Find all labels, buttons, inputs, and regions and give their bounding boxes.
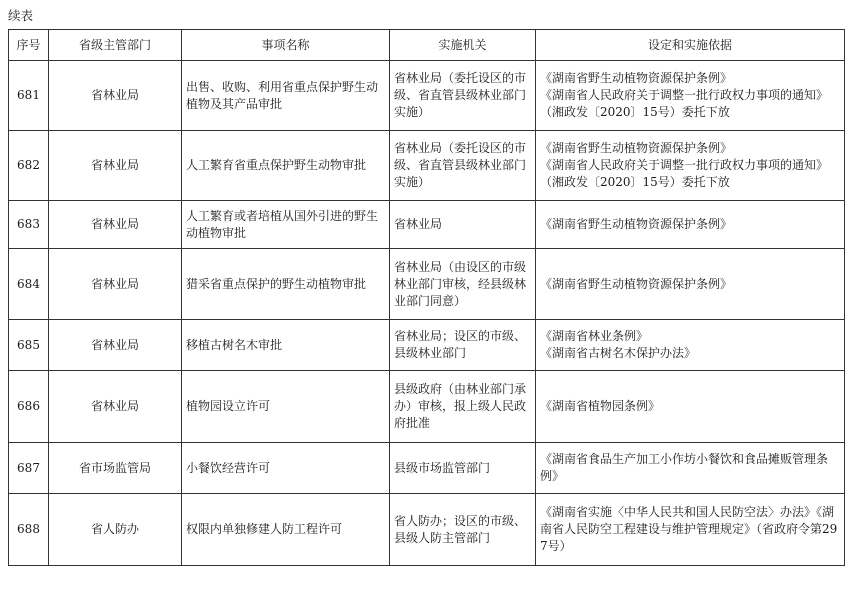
row-item: 权限内单独修建人防工程许可 (182, 494, 390, 566)
basis-line: 《湖南省野生动植物资源保护条例》 (540, 217, 733, 231)
header-item: 事项名称 (182, 30, 390, 61)
basis-line: 《湖南省野生动植物资源保护条例》 (540, 141, 733, 155)
row-dept: 省林业局 (49, 61, 182, 131)
row-item: 人工繁育或者培植从国外引进的野生动植物审批 (182, 201, 390, 249)
row-dept: 省林业局 (49, 201, 182, 249)
basis-line: 《湖南省人民政府关于调整一批行政权力事项的通知》（湘政发〔2020〕15号）委托下放 (540, 158, 829, 189)
row-basis (536, 494, 845, 566)
basis-line: 《湖南省林业条例》 (540, 329, 649, 343)
row-basis (536, 249, 845, 320)
row-no: 685 (9, 320, 49, 371)
row-agency: 省人防办；设区的市级、县级人防主管部门 (390, 494, 536, 566)
row-basis (536, 443, 845, 494)
row-item: 移植古树名木审批 (182, 320, 390, 371)
row-no: 688 (9, 494, 49, 566)
row-agency: 县级政府（由林业部门承办）审核，报上级人民政府批准 (390, 371, 536, 443)
row-dept: 省市场监管局 (49, 443, 182, 494)
row-agency: 县级市场监管部门 (390, 443, 536, 494)
header-no: 序号 (9, 30, 49, 61)
row-basis (536, 320, 845, 371)
table-row (9, 131, 845, 201)
row-basis (536, 201, 845, 249)
data-table (8, 29, 845, 566)
header-basis: 设定和实施依据 (536, 30, 845, 61)
row-item: 小餐饮经营许可 (182, 443, 390, 494)
basis-line: 《湖南省野生动植物资源保护条例》 (540, 71, 733, 85)
table-row (9, 443, 845, 494)
row-item: 植物园设立许可 (182, 371, 390, 443)
row-item: 人工繁育省重点保护野生动物审批 (182, 131, 390, 201)
row-item: 猎采省重点保护的野生动植物审批 (182, 249, 390, 320)
row-agency: 省林业局（由设区的市级林业部门审核，经县级林业部门同意） (390, 249, 536, 320)
table-row (9, 61, 845, 131)
row-no: 681 (9, 61, 49, 131)
row-dept: 省林业局 (49, 249, 182, 320)
row-basis (536, 61, 845, 131)
table-row (9, 320, 845, 371)
row-item: 出售、收购、利用省重点保护野生动植物及其产品审批 (182, 61, 390, 131)
basis-line: 《湖南省食品生产加工小作坊小餐饮和食品摊贩管理条例》 (540, 452, 829, 483)
basis-line: 《湖南省植物园条例》 (540, 399, 661, 413)
row-no: 682 (9, 131, 49, 201)
row-agency: 省林业局 (390, 201, 536, 249)
row-basis (536, 371, 845, 443)
row-agency: 省林业局（委托设区的市级、省直管县级林业部门实施） (390, 131, 536, 201)
header-dept: 省级主管部门 (49, 30, 182, 61)
row-dept: 省林业局 (49, 371, 182, 443)
basis-line: 《湖南省野生动植物资源保护条例》 (540, 276, 733, 291)
row-basis (536, 131, 845, 201)
row-dept: 省林业局 (49, 320, 182, 371)
row-agency: 省林业局（委托设区的市级、省直管县级林业部门实施） (390, 61, 536, 131)
header-row (9, 30, 845, 61)
header-agency: 实施机关 (390, 30, 536, 61)
table-row (9, 249, 845, 320)
table-caption: 续表 (8, 8, 34, 23)
row-dept: 省人防办 (49, 494, 182, 566)
basis-line: 《湖南省古树名木保护办法》 (540, 346, 697, 360)
basis-line: 《湖南省实施〈中华人民共和国人民防空法〉办法》《湖南省人民防空工程建设与维护管理规定》（省政府令第297号） (540, 505, 838, 553)
row-dept: 省林业局 (49, 131, 182, 201)
row-no: 687 (9, 443, 49, 494)
row-no: 686 (9, 371, 49, 443)
row-no: 683 (9, 201, 49, 249)
table-row (9, 494, 845, 566)
table-row (9, 371, 845, 443)
row-no: 684 (9, 249, 49, 320)
table-row (9, 201, 845, 249)
basis-line: 《湖南省人民政府关于调整一批行政权力事项的通知》（湘政发〔2020〕15号）委托下放 (540, 88, 829, 119)
row-agency: 省林业局；设区的市级、县级林业部门 (390, 320, 536, 371)
